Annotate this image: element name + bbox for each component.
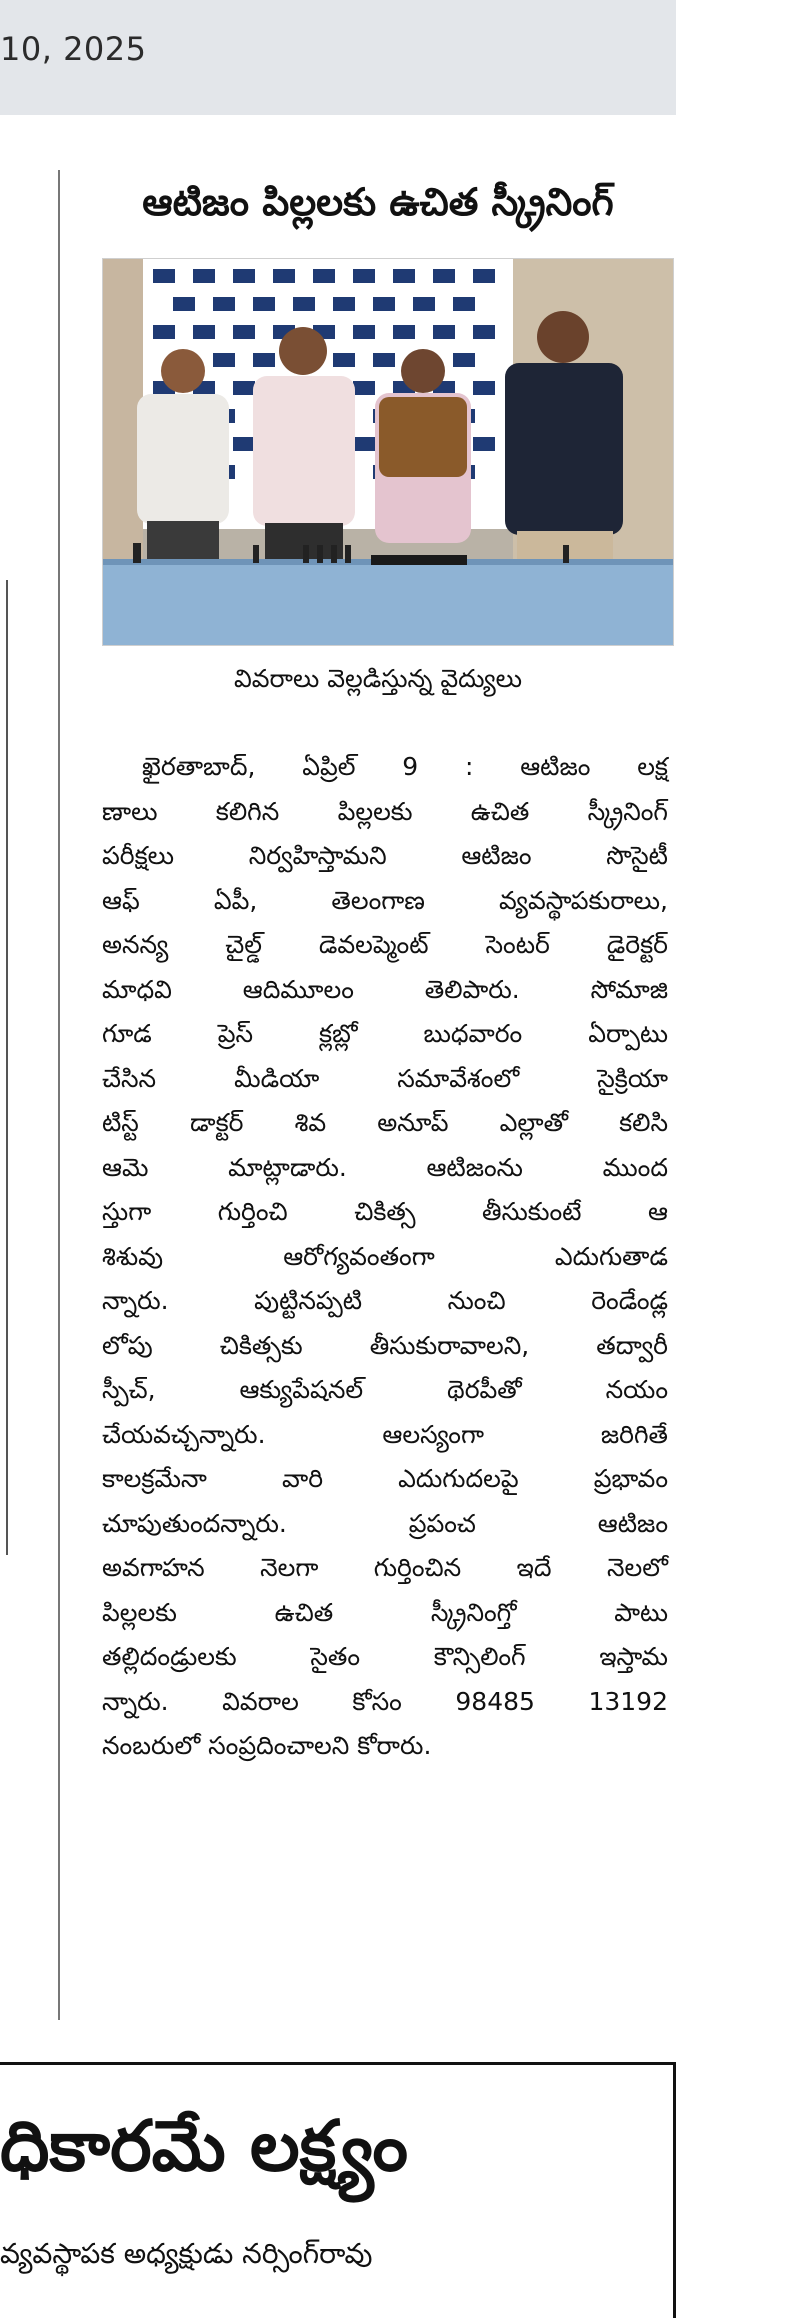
page-right-margin (676, 0, 800, 2318)
body-line: లోపు చికిత్సకు తీసుకురావాలని, తద్వారీ (102, 1330, 668, 1360)
body-line: న్నారు. వివరాల కోసం 98485 13192 (102, 1686, 668, 1716)
body-line: నంబరులో సంప్రదించాలని కోరారు. (102, 1731, 432, 1760)
publication-date: 10, 2025 (0, 30, 147, 68)
body-line: ణాలు కలిగిన పిల్లలకు ఉచిత స్క్రీనింగ్ (102, 796, 668, 826)
article-photo (102, 258, 674, 646)
photo-caption: వివరాలు వెల్లడిస్తున్న వైద్యులు (233, 664, 523, 693)
column-divider (58, 170, 60, 2020)
body-line: పిల్లలకు ఉచిత స్క్రీనింగ్తో పాటు (102, 1597, 668, 1627)
body-line: గూడ ప్రెస్ క్లబ్లో బుధవారం ఏర్పాటు (102, 1019, 668, 1048)
body-line: అనన్య చైల్డ్ డెవలప్మెంట్ సెంటర్ డైరెక్టర్ (102, 930, 668, 959)
body-line: చేసిన మీడియా సమావేశంలో సైక్రియా (102, 1063, 668, 1093)
body-line: చేయవచ్చన్నారు. ఆలస్యంగా జరిగితే (102, 1419, 668, 1449)
body-line: మాధవి ఆదిమూలం తెలిపారు. సోమాజి (102, 974, 668, 1004)
article-headline: ఆటిజం పిల్లలకు ఉచిత స్క్రీనింగ్ (142, 180, 614, 224)
column-divider-left (6, 580, 8, 1555)
body-line: ఆఫ్ ఏపీ, తెలంగాణ వ్యవస్థాపకురాలు, (102, 885, 668, 915)
next-article-subheadline: వ్యవస్థాపక అధ్యక్షుడు నర్సింగ్‌రావు (0, 2237, 373, 2270)
next-article-box (0, 2062, 676, 2318)
body-line: న్నారు. పుట్టినప్పటి నుంచి రెండేండ్ల (102, 1286, 668, 1315)
body-line: చూపుతుందన్నారు. ప్రపంచ ఆటిజం (102, 1508, 668, 1538)
body-line: ఖైరతాబాద్, ఏప్రిల్ 9 : ఆటిజం లక్ష (142, 752, 668, 781)
date-header-band (0, 0, 676, 115)
body-line: పరీక్షలు నిర్వహిస్తామని ఆటిజం సొసైటీ (102, 841, 668, 870)
body-line: స్పీచ్, ఆక్యుపేషనల్ థెరపీతో నయం (102, 1375, 668, 1404)
next-article-headline: ధికారమే లక్ష్యం (0, 2105, 408, 2187)
body-line: కాలక్రమేనా వారి ఎదుగుదలపై ప్రభావం (102, 1464, 668, 1493)
press-meet-photo (103, 259, 673, 645)
body-line: తల్లిదండ్రులకు సైతం కౌన్సిలింగ్ ఇస్తామ (102, 1642, 668, 1671)
article-body (102, 745, 668, 1769)
body-line: ఆమె మాట్లాడారు. ఆటిజంను ముంద (102, 1152, 668, 1182)
body-line: శిశువు ఆరోగ్యవంతంగా ఎదుగుతాడ (102, 1241, 668, 1271)
body-line: స్తుగా గుర్తించి చికిత్స తీసుకుంటే ఆ (102, 1197, 668, 1226)
body-line: టిస్ట్ డాక్టర్ శివ అనూప్ ఎల్లాతో కలిసి (102, 1108, 668, 1137)
body-line: అవగాహన నెలగా గుర్తించిన ఇదే నెలలో (102, 1553, 668, 1582)
